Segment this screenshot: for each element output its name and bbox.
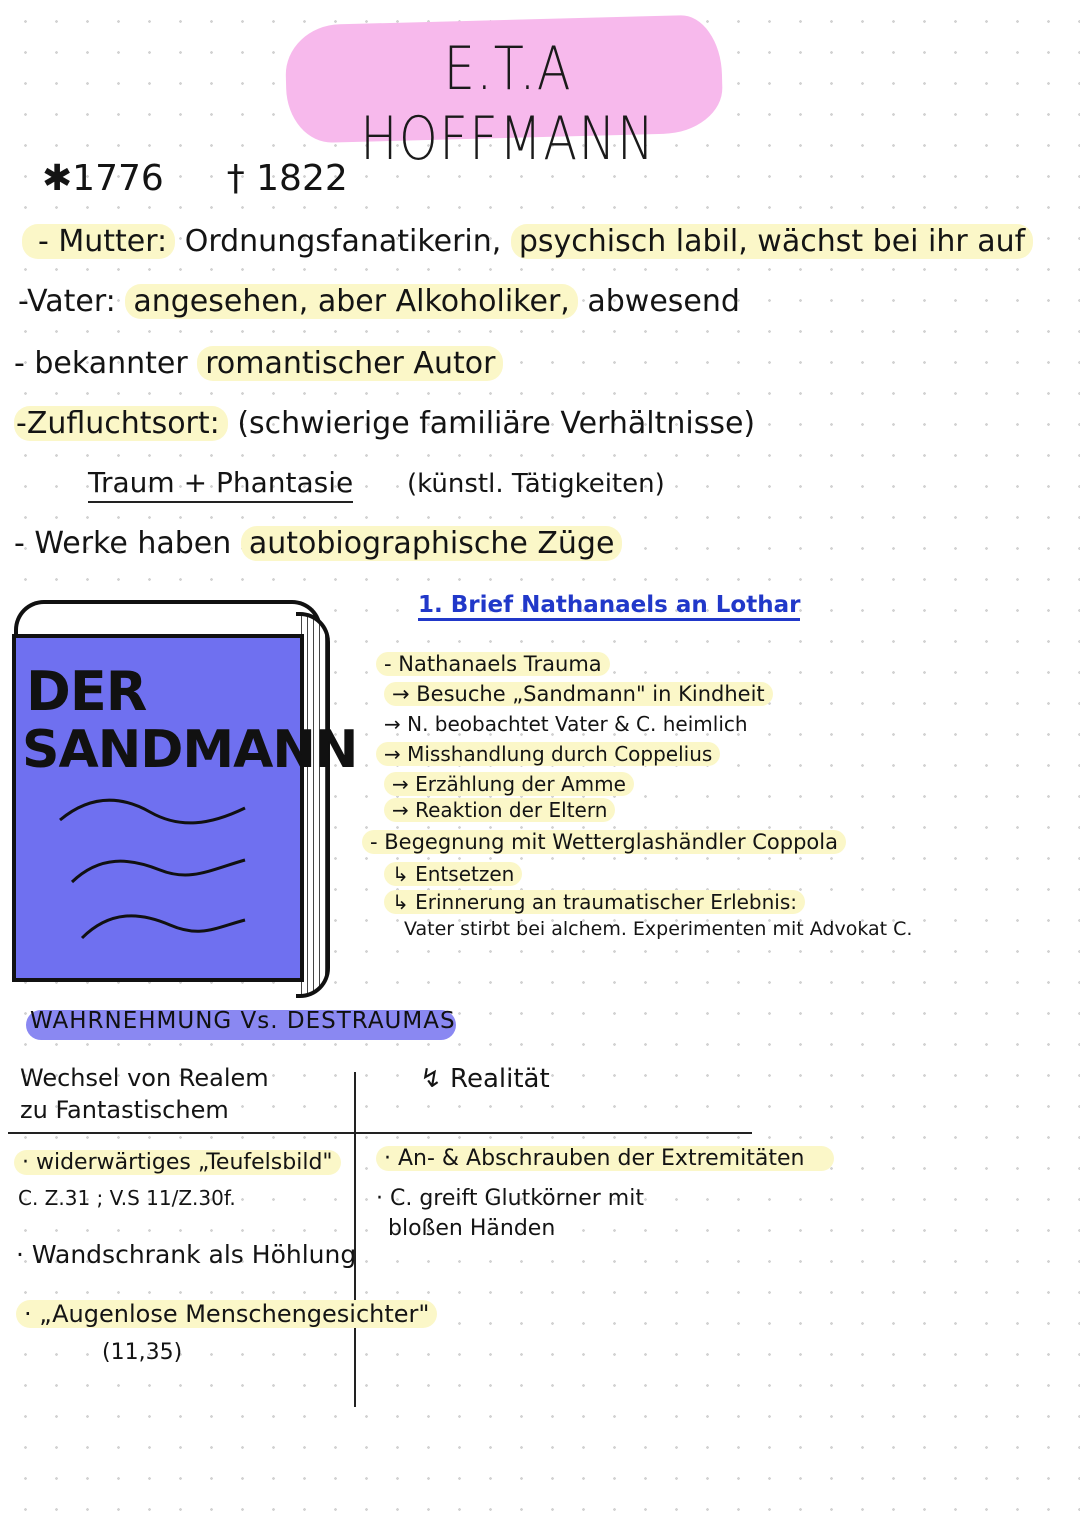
wahrnehmung-heading: WAHRNEHMUNG Vs. DESTRAUMAS bbox=[30, 1008, 456, 1034]
right-column-header: ↯ Realität bbox=[420, 1064, 550, 1094]
birth-year: ✱1776 bbox=[42, 158, 164, 199]
brief-item-4: → Misshandlung durch Coppelius bbox=[376, 742, 720, 766]
brief-item-10: Vater stirbt bei alchem. Experimenten mit Advokat C. bbox=[404, 918, 913, 940]
bio-bekannt bbox=[14, 346, 503, 381]
left-column-header-1: Wechsel von Realem bbox=[20, 1064, 269, 1092]
werke-highlight: autobiographische Züge bbox=[241, 526, 623, 561]
left-item-3: · „Augenlose Menschengesichter" bbox=[16, 1300, 437, 1328]
vater-label: -Vater: bbox=[18, 284, 116, 319]
left-item-1-ref: C. Z.31 ; V.S 11/Z.30f. bbox=[18, 1186, 236, 1210]
kuenstl-taetigkeiten: (künstl. Tätigkeiten) bbox=[407, 469, 665, 499]
book-title-line1: DER bbox=[26, 660, 147, 723]
traum-phantasie: Traum + Phantasie bbox=[88, 466, 353, 503]
death-year: † 1822 bbox=[226, 158, 348, 199]
brief-item-8: ↳ Entsetzen bbox=[384, 862, 522, 886]
right-item-1: · An- & Abschrauben der Extremitäten bbox=[376, 1146, 834, 1171]
brief-item-3: → N. beobachtet Vater & C. heimlich bbox=[384, 712, 748, 736]
book-wavy-lines bbox=[50, 790, 260, 950]
mutter-highlight: psychisch labil, wächst bei ihr auf bbox=[511, 224, 1033, 259]
left-column-header-2: zu Fantastischem bbox=[20, 1096, 229, 1124]
bio-zuflucht bbox=[14, 406, 755, 441]
left-item-3-ref: (11,35) bbox=[102, 1340, 183, 1365]
brief-heading: 1. Brief Nathanaels an Lothar bbox=[418, 592, 800, 621]
brief-item-6: → Reaktion der Eltern bbox=[384, 798, 615, 822]
life-dates bbox=[42, 158, 348, 199]
werke-label: - Werke haben bbox=[14, 526, 232, 561]
bio-traum bbox=[88, 466, 665, 499]
zuflucht-text: (schwierige familiäre Verhältnisse) bbox=[237, 406, 756, 441]
brief-item-1: - Nathanaels Trauma bbox=[376, 652, 610, 676]
vater-highlight: angesehen, aber Alkoholiker, bbox=[125, 284, 577, 319]
bio-vater bbox=[18, 284, 740, 319]
left-item-2: · Wandschrank als Höhlung bbox=[16, 1240, 357, 1269]
bio-werke bbox=[14, 526, 622, 561]
left-item-1: · widerwärtiges „Teufelsbild" bbox=[14, 1150, 341, 1175]
vater-text: abwesend bbox=[587, 284, 740, 319]
brief-item-5: → Erzählung der Amme bbox=[384, 772, 634, 796]
bekannt-label: - bekannter bbox=[14, 346, 188, 381]
book-title-line2: SANDMANN bbox=[22, 720, 358, 780]
zuflucht-highlight: -Zufluchtsort: bbox=[14, 406, 228, 441]
page-title: E.T.A HOFFMANN bbox=[360, 34, 656, 174]
bio-mutter bbox=[22, 224, 1033, 259]
table-horizontal-divider bbox=[8, 1132, 752, 1134]
brief-item-2: → Besuche „Sandmann" in Kindheit bbox=[384, 682, 773, 706]
mutter-label: - Mutter: bbox=[22, 224, 175, 259]
brief-item-7: - Begegnung mit Wetterglashändler Coppola bbox=[362, 830, 846, 854]
mutter-text: Ordnungsfanatikerin, bbox=[184, 224, 502, 259]
right-item-2-cont: bloßen Händen bbox=[388, 1216, 556, 1241]
bekannt-highlight: romantischer Autor bbox=[197, 346, 503, 381]
right-item-2: · C. greift Glutkörner mit bbox=[376, 1186, 644, 1211]
brief-item-9: ↳ Erinnerung an traumatischer Erlebnis: bbox=[384, 890, 805, 914]
